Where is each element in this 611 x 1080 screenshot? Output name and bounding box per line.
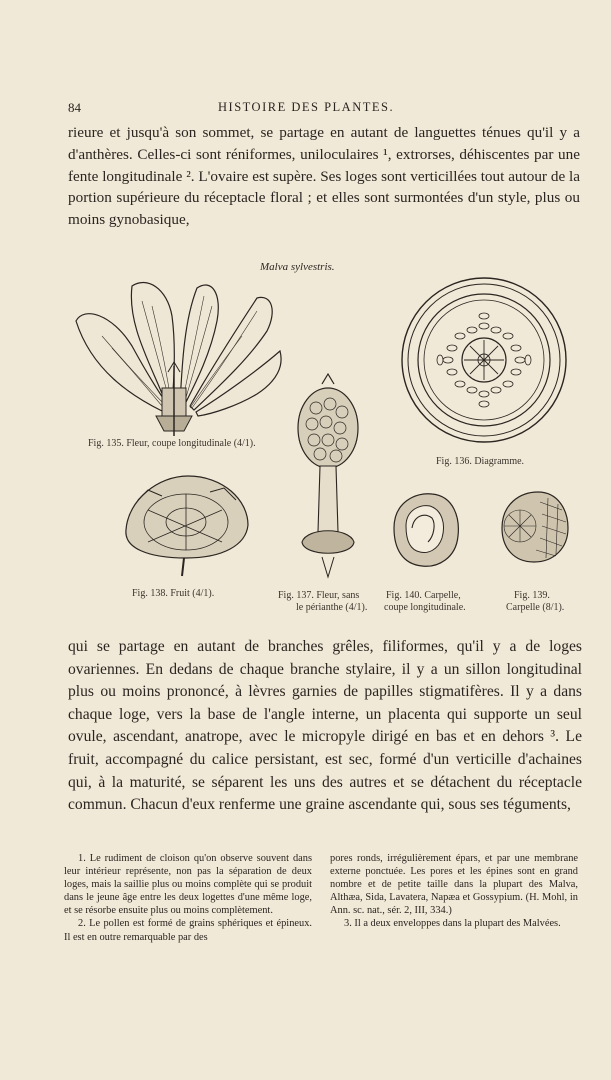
figure-136-diagram	[400, 276, 568, 444]
page-number: 84	[68, 100, 81, 115]
paragraph: qui se partage en autant de branches grêles, filiformes, qu'il y a de loges ovariennes. En dedans de chaque branche stylaire, il y a un sillon longitudinal plus ou moins prononcé, à lèvres garnies de papilles stigmatifères. Il y a dans chaque loge, vers la base de l'angle interne, un placenta qui supporte un seul ovule, ascendant, anatrope, avec le micropyle dirigé en bas et en dehors ³. Le fruit, accompagné du calice persistant, est sec, formé d'un verticille d'achaines qui, à la maturité, se séparent les uns des autres et se détachent du réceptacle commun. Chacun d'eux renferme une graine ascendante qui, sous ses téguments,	[68, 638, 582, 814]
figure-135-flower-section	[72, 276, 284, 438]
figure-139-carpel	[496, 488, 572, 568]
footnote-2: 2. Le pollen est formé de grains sphériques et épineux. Il est en outre remarquable par des	[64, 918, 312, 943]
caption-fig-140-line1: Fig. 140. Carpelle,	[386, 590, 461, 601]
body-text-bottom	[68, 636, 582, 817]
page-header	[68, 100, 581, 118]
footnotes-left-column	[64, 852, 312, 944]
figure-138-fruit	[118, 470, 254, 578]
footnote-2-continued: pores ronds, irrégulièrement épars, et par une membrane externe ponctuée. Les pores et les épines sont en grand nombre et de petite taille dans la plupart des Malva, Althæa, Sida, Lavatera, Napæa et Gossypium. (H. Mohl, in Ann. sc. nat., sér. 2, III, 334.)	[330, 853, 578, 917]
caption-fig-140-line2: coupe longitudinale.	[384, 602, 466, 613]
caption-fig-136: Fig. 136. Diagramme.	[436, 456, 525, 467]
caption-fig-138: Fig. 138. Fruit (4/1).	[132, 588, 215, 599]
caption-fig-137-line1: Fig. 137. Fleur, sans	[278, 590, 360, 601]
footnotes-right-column	[330, 852, 578, 931]
body-text-top	[68, 122, 580, 231]
footnote-1: 1. Le rudiment de cloison qu'on observe souvent dans leur intérieur représente, non pas la séparation de deux loges, mais la saillie plus ou moins complète qui se produit dans le jeune âge entre les deux logettes d'une même loge, et se résorbe ensuite plus ou moins complètement.	[64, 853, 312, 917]
caption-fig-135: Fig. 135. Fleur, coupe longitudinale (4/1).	[88, 438, 256, 449]
running-head: HISTOIRE DES PLANTES.	[218, 100, 395, 114]
plate-title: Malva sylvestris.	[260, 261, 335, 273]
caption-fig-139-line2: Carpelle (8/1).	[506, 602, 565, 613]
footnote-3: 3. Il a deux enveloppes dans la plupart des Malvées.	[344, 918, 561, 930]
caption-fig-137-line2: le périanthe (4/1).	[296, 602, 368, 613]
figure-137-flower-without-perianth	[292, 372, 364, 584]
paragraph: rieure et jusqu'à son sommet, se partage en autant de languettes ténues qu'il y a d'anthères. Celles-ci sont réniformes, uniloculaires ¹, extrorses, déhiscentes par une fente longitudinale ². L'ovaire est supère. Ses loges sont verticillées tout autour de la portion supérieure du réceptacle floral ; et elles sont surmontées d'un style, plus ou moins gynobasique,	[68, 124, 580, 229]
figure-140-carpel-section	[388, 488, 464, 572]
caption-fig-139-line1: Fig. 139.	[514, 590, 550, 601]
